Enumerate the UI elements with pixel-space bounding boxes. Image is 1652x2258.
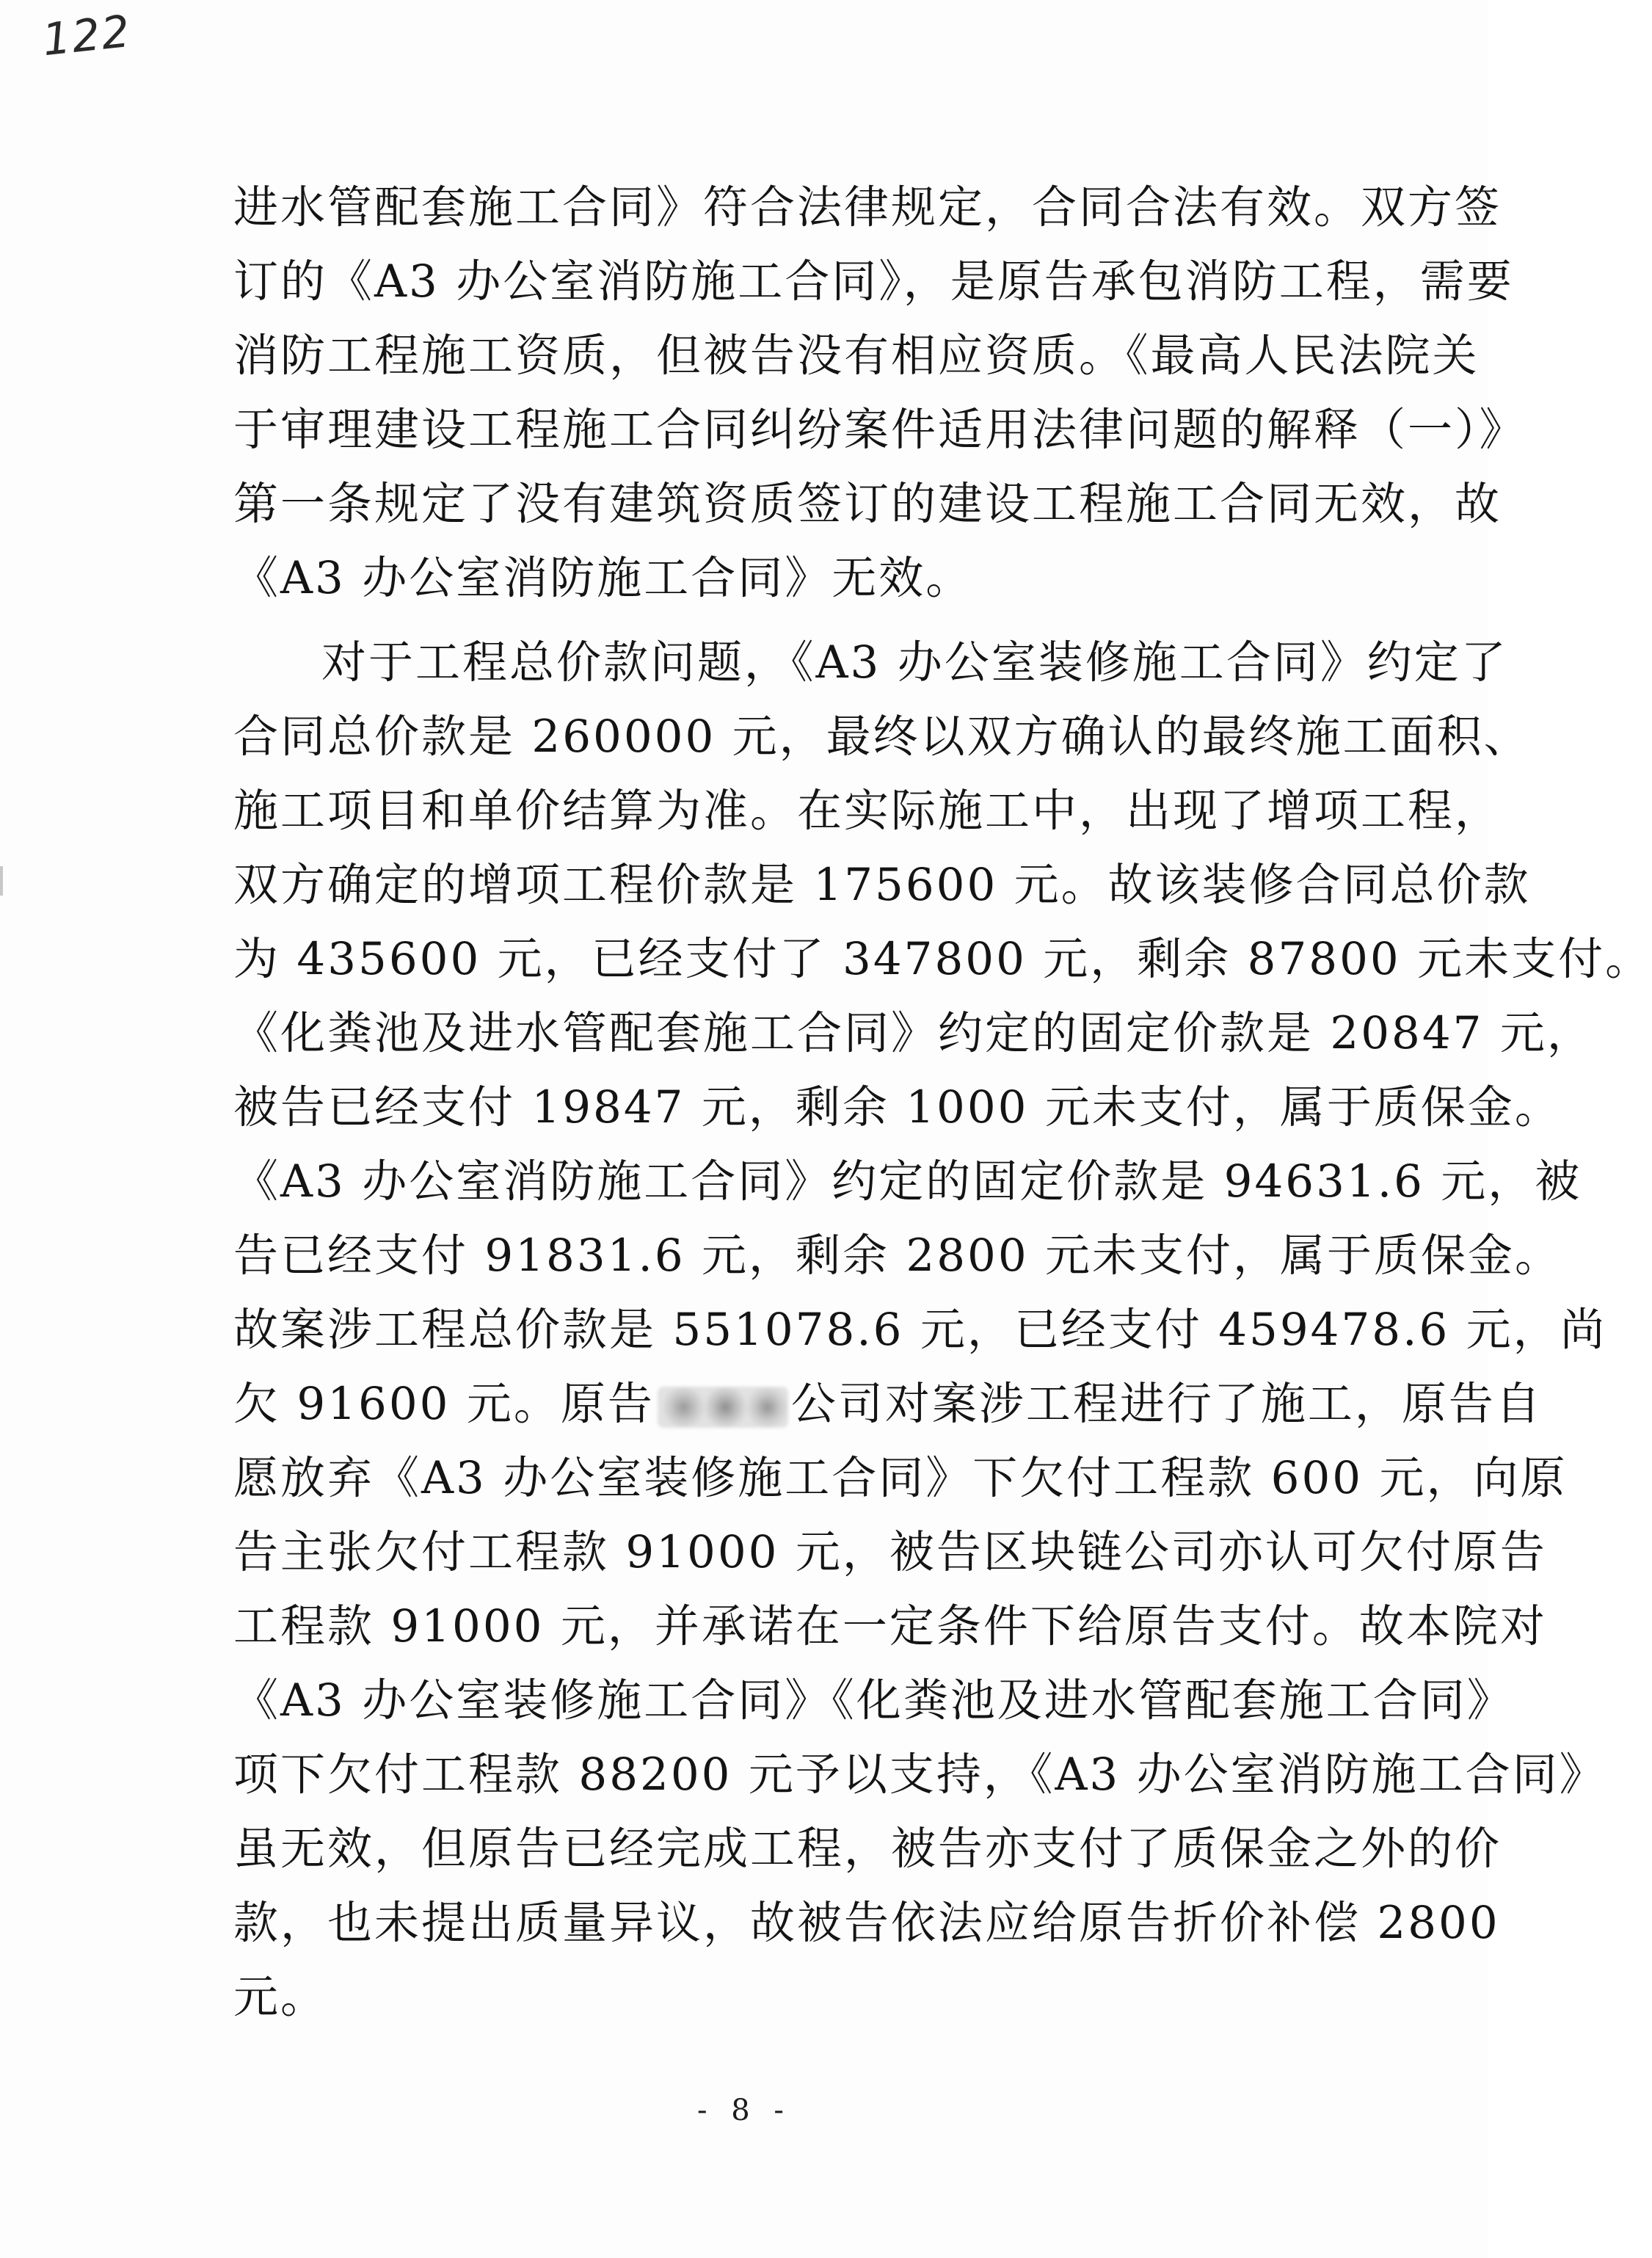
- text-line-15: 告已经支付 91831.6 元，剩余 2800 元未支付，属于质保金。: [233, 1230, 1562, 1282]
- text-line-16: 故案涉工程总价款是 551078.6 元，已经支付 459478.6 元，尚: [233, 1304, 1607, 1356]
- text-line-24: 款，也未提出质量异议，故被告依法应给原告折价补偿 2800: [233, 1897, 1500, 1949]
- redacted-company-name: [658, 1387, 788, 1428]
- text-line-5: 第一条规定了没有建筑资质签订的建设工程施工合同无效，故: [233, 478, 1502, 530]
- scan-edge-mark: [0, 866, 3, 896]
- text-line-13: 被告已经支付 19847 元，剩余 1000 元未支付，属于质保金。: [233, 1081, 1562, 1133]
- text-line-1: 进水管配套施工合同》符合法律规定，合同合法有效。双方签: [233, 181, 1502, 233]
- text-line-17: [233, 1367, 1543, 1441]
- text-line-18: 愿放弃《A3 办公室装修施工合同》下欠付工程款 600 元，向原: [233, 1452, 1568, 1504]
- text-line-3: 消防工程施工资质，但被告没有相应资质。《最高人民法院关: [233, 330, 1480, 382]
- text-line-8: 合同总价款是 260000 元，最终以双方确认的最终施工面积、: [233, 711, 1531, 763]
- text-line-2: 订的《A3 办公室消防施工合同》，是原告承包消防工程，需要: [233, 255, 1514, 308]
- page-number: - 8 -: [697, 2094, 791, 2127]
- judgment-body: [233, 170, 1652, 2034]
- text-line-7: 对于工程总价款问题，《A3 办公室装修施工合同》约定了: [321, 636, 1508, 689]
- text-line-11: 为 435600 元，已经支付了 347800 元，剩余 87800 元未支付。: [233, 933, 1652, 985]
- text-line-12: 《化粪池及进水管配套施工合同》约定的固定价款是 20847 元，: [233, 1007, 1594, 1059]
- text-line-25: 元。: [233, 1971, 328, 2023]
- text-line-17-before: 欠 91600 元。原告: [233, 1378, 655, 1430]
- text-line-9: 施工项目和单价结算为准。在实际施工中，出现了增项工程，: [233, 785, 1502, 837]
- text-line-23: 虽无效，但原告已经完成工程，被告亦支付了质保金之外的价: [233, 1823, 1502, 1875]
- text-line-10: 双方确定的增项工程价款是 175600 元。故该装修合同总价款: [233, 859, 1531, 911]
- text-line-21: 《A3 办公室装修施工合同》《化粪池及进水管配套施工合同》: [233, 1674, 1514, 1727]
- text-line-4: 于审理建设工程施工合同纠纷案件适用法律问题的解释（一）》: [233, 404, 1527, 456]
- text-line-22: 项下欠付工程款 88200 元予以支持，《A3 办公室消防施工合同》: [233, 1749, 1606, 1801]
- text-line-20: 工程款 91000 元，并承诺在一定条件下给原告支付。故本院对: [233, 1600, 1547, 1652]
- text-line-19: 告主张欠付工程款 91000 元，被告区块链公司亦认可欠付原告: [233, 1526, 1547, 1578]
- text-line-6: 《A3 办公室消防施工合同》无效。: [233, 552, 973, 604]
- handwritten-page-mark: 122: [40, 5, 134, 67]
- text-line-14: 《A3 办公室消防施工合同》约定的固定价款是 94631.6 元，被: [233, 1155, 1582, 1208]
- text-line-17-after: 公司对案涉工程进行了施工，原告自: [790, 1378, 1543, 1430]
